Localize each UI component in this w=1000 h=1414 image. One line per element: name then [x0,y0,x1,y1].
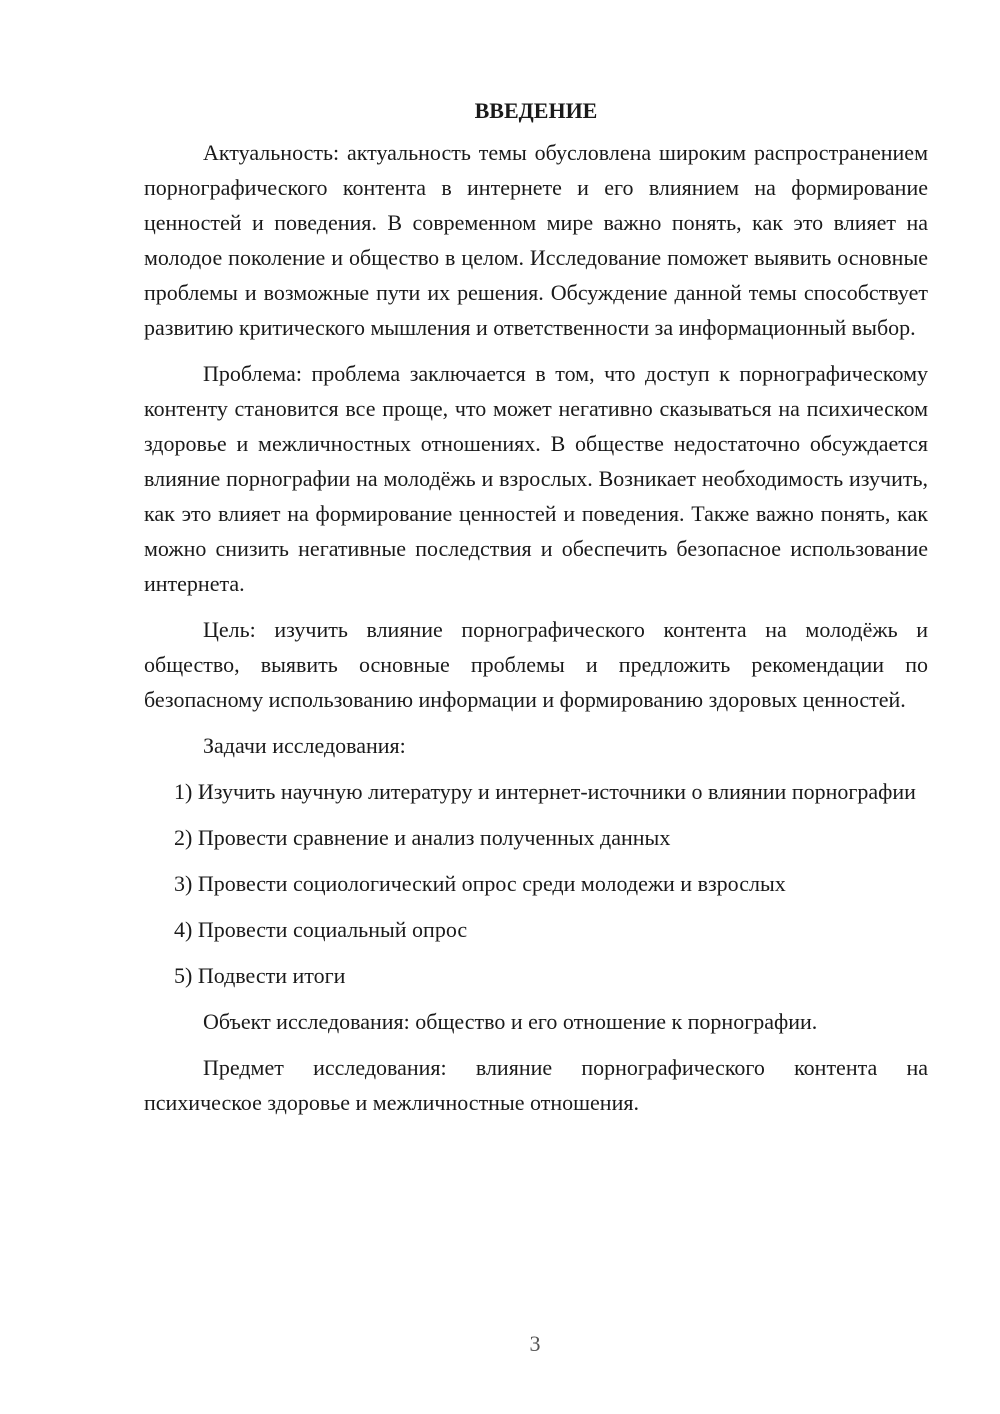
object-paragraph: Объект исследования: общество и его отношение к порнографии. [203,1009,818,1034]
task-item: 1) Изучить научную литературу и интернет-источники о влиянии порнографии [174,779,916,804]
goal-paragraph: Цель: изучить влияние порнографического контента на молодёжь и общество, выявить основные проблемы и предложить рекомендации по безопасному использованию информации и формированию здоровых ценностей. [144,617,928,712]
task-item: 2) Провести сравнение и анализ полученных данных [174,825,671,850]
subject-paragraph: Предмет исследования: влияние порнографического контента на психическое здоровье и межличностные отношения. [144,1055,928,1115]
section-title: ВВЕДЕНИЕ [474,98,598,123]
tasks-heading: Задачи исследования: [203,733,406,758]
task-item: 4) Провести социальный опрос [174,917,468,942]
page-content [144,93,928,1131]
task-item: 3) Провести социологический опрос среди молодежи и взрослых [174,871,786,896]
relevance-paragraph: Актуальность: актуальность темы обусловлена широким распространением порнографического контента в интернете и его влиянием на формирование ценностей и поведения. В современном мире важно понять, как это влияет на молодое поколение и общество в целом. Исследование поможет выявить основные проблемы и возможные пути их решения. Обсуждение данной темы способствует развитию критического мышления и ответственности за информационный выбор. [144,140,928,340]
task-item: 5) Подвести итоги [174,963,346,988]
page-number: 3 [529,1331,541,1356]
problem-paragraph: Проблема: проблема заключается в том, что доступ к порнографическому контенту становится все проще, что может негативно сказываться на психическом здоровье и межличностных отношениях. В обществе недостаточно обсуждается влияние порнографии на молодёжь и взрослых. Возникает необходимость изучить, как это влияет на формирование ценностей и поведения. Также важно понять, как можно снизить негативные последствия и обеспечить безопасное использование интернета. [144,361,928,596]
